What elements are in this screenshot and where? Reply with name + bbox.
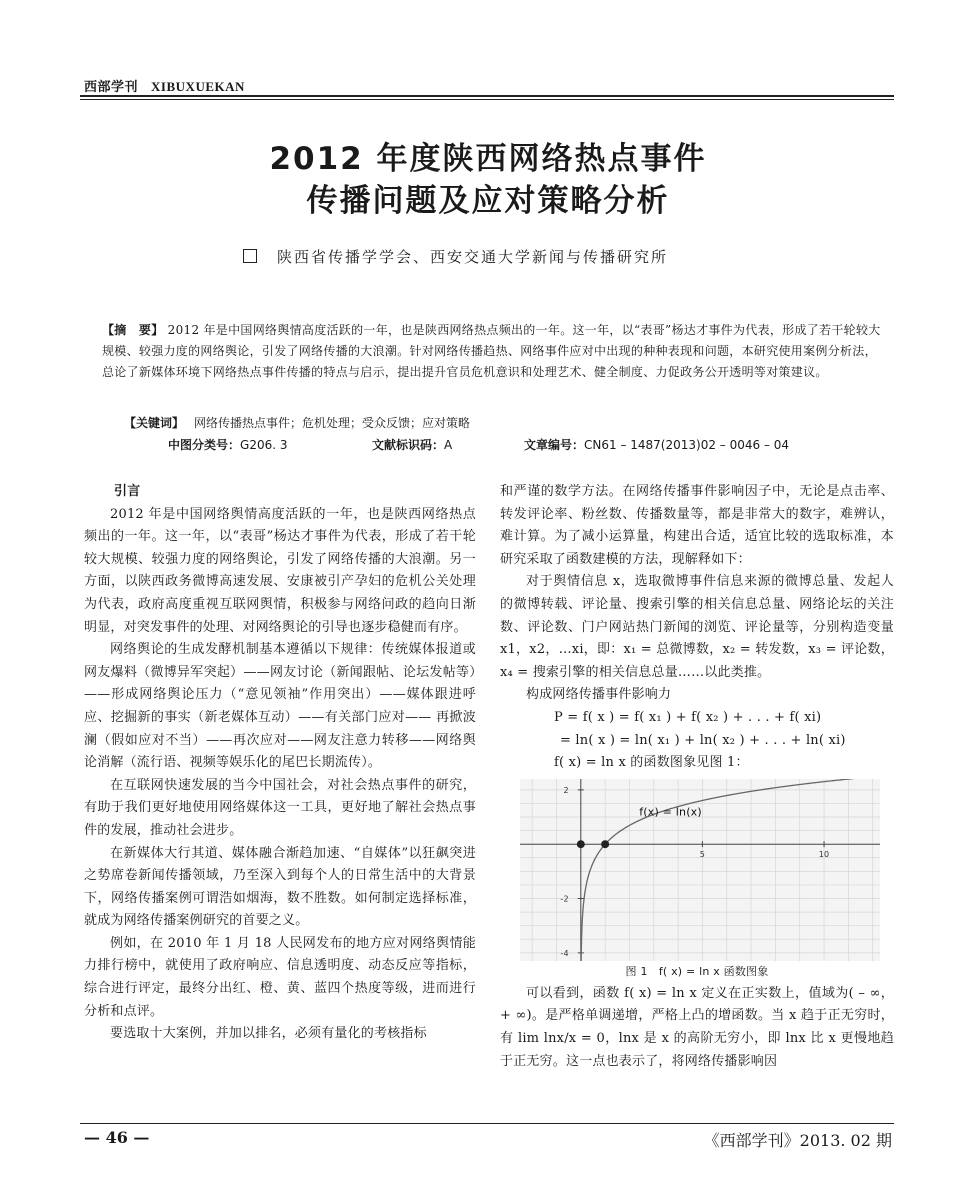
data-point	[577, 840, 585, 848]
figure-1	[520, 779, 880, 961]
paragraph: 和严谨的数学方法。在网络传播事件影响因子中，无论是点击率、转发评论率、粉丝数、传播数量等，都是非常大的数字，难辨认，难计算。为了减小运算量，构建出合适，适宜比较的选取标准，本研究采取了函数建模的方法，现解释如下：	[500, 484, 894, 567]
abstract	[102, 320, 882, 383]
ln-chart	[520, 779, 880, 961]
page-number: — 46 —	[84, 1128, 150, 1147]
formula-line-3: f( x) = ln x 的函数图象见图 1：	[554, 755, 749, 771]
clc-number: 中图分类号：G206. 3	[168, 438, 288, 452]
paragraph: 构成网络传播事件影响力	[526, 687, 672, 703]
paragraph: 要选取十大案例，并加以排名，必须有量化的考核指标	[110, 1026, 427, 1042]
title-line-2: 传播问题及应对策略分析	[306, 183, 670, 219]
formula-line-2: = ln( x ) = ln( x₁ ) + ln( x₂ ) + . . . + ln( xi)	[560, 732, 846, 748]
journal-name-en: XIBUXUEKAN	[151, 79, 245, 94]
right-column	[500, 481, 894, 1073]
running-header	[84, 76, 245, 95]
paragraph: 在新媒体大行其道、媒体融合渐趋加速、“自媒体”以狂飙突进之势席卷新闻传播领域，乃至深入到每个人的日常生活中的大背景下，网络传播案例可谓浩如烟海，数不胜数。如何制定选择标准，就成为网络传播案例研究的首要之义。	[84, 845, 476, 929]
paragraph: 2012 年是中国网络舆情高度活跃的一年，也是陕西网络热点频出的一年。这一年，以“表哥”杨达才事件为代表，形成了若干轮较大规模、较强力度的网络舆论，引发了网络传播的大浪潮。另一方面，以陕西政务微博高速发展、安康被引产孕妇的危机公关处理为代表，政府高度重视互联网舆情，积极参与网络问政的趋向日渐明显，对突发事件的处理、对网络舆论的引导也逐步稳健而有序。	[84, 506, 476, 635]
square-icon	[243, 249, 257, 263]
abstract-label: 【摘 要】	[102, 323, 164, 337]
formula-line-1: P = f( x ) = f( x₁ ) + f( x₂ ) + . . . + f( xi)	[554, 709, 822, 725]
header-rule	[80, 95, 894, 97]
keywords-label: 【关键词】	[124, 416, 185, 430]
article-number: 文章编号：CN61 – 1487(2013)02 – 0046 – 04	[524, 438, 790, 452]
curve-label: f(x) = ln(x)	[639, 805, 702, 819]
section-heading: 引言	[114, 484, 141, 499]
y-tick-label: -2	[560, 894, 569, 904]
footer-rule	[80, 1123, 894, 1124]
paragraph: 例如，在 2010 年 1 月 18 人民网发布的地方应对网络舆情能力排行榜中，就使用了政府响应、信息透明度、动态反应等指标，综合进行评定，最终分出红、橙、黄、蓝四个热度等级，进而进行分析和点评。	[84, 935, 476, 1019]
paragraph: 对于舆情信息 x，选取微博事件信息来源的微博总量、发起人的微博转载、评论量、搜索引擎的相关信息总量、网络论坛的关注数、评论数、门户网站热门新闻的浏览、评论量等，分别构造变量 x1，x2，…xi，即：x₁ = 总微博数，x₂ = 转发数，x₃ = 评论数，x₄ = 搜索引擎的相关信息总量……以此类推。	[500, 574, 894, 680]
paragraph: 网络舆论的生成发酵机制基本遵循以下规律：传统媒体报道或网友爆料（微博异军突起）——网友讨论（新闻跟帖、论坛发帖等）——形成网络舆论压力（“意见领袖”作用突出）——媒体跟进呼应、挖掘新的事实（新老媒体互动）——有关部门应对—— 再掀波澜（假如应对不当）——再次应对——网友注意力转移——网络舆论消解（流行语、视频等娱乐化的尾巴长期流传）。	[84, 642, 476, 771]
abstract-text: 2012 年是中国网络舆情高度活跃的一年，也是陕西网络热点频出的一年。这一年，以“表哥”杨达才事件为代表，形成了若干轮较大规模、较强力度的网络舆论，引发了网络传播的大浪潮。针对网络传播趋热、网络事件应对中出现的种种表现和问题，本研究使用案例分析法，总论了新媒体环境下网络热点事件传播的特点与启示，提出提升官员危机意识和处理艺术、健全制度、力促政务公开透明等对策建议。	[102, 323, 881, 379]
header-rule-thin	[80, 99, 894, 100]
author-name: 陕西省传播学学会、西安交通大学新闻与传播研究所	[277, 248, 669, 266]
journal-name-cn: 西部学刊	[84, 80, 139, 95]
left-column	[84, 481, 476, 1046]
keywords	[124, 414, 470, 431]
data-point	[601, 840, 609, 848]
paragraph: 在互联网快速发展的当今中国社会，对社会热点事件的研究，有助于我们更好地使用网络媒体这一工具，更好地了解社会热点事件的发展，推动社会进步。	[84, 777, 476, 838]
x-tick-label: 5	[699, 849, 706, 859]
figure-caption: 图 1 f( x) = ln x 函数图象	[625, 964, 769, 978]
paragraph: 可以看到，函数 f( x) = ln x 定义在正实数上，值域为( – ∞，+ ∞)。是严格单调递增，严格上凸的增函数。当 x 趋于正无穷时，有 lim lnx/x = 0，lnx 是 x 的高阶无穷小，即 lnx 比 x 更慢地趋于正无穷。这一点也表示了，将网络传播影响因	[500, 985, 894, 1069]
keywords-text: 网络传播热点事件；危机处理；受众反馈；应对策略	[194, 416, 471, 430]
title-line-1: 2012 年度陕西网络热点事件	[269, 141, 707, 177]
footer-journal: 《西部学刊》2013. 02 期	[703, 1131, 892, 1150]
y-tick-label: -4	[560, 948, 569, 958]
y-tick-label: 2	[563, 785, 569, 795]
x-tick-label: 10	[818, 849, 830, 859]
author-line	[243, 246, 668, 267]
doc-code: 文献标识码：A	[372, 438, 453, 452]
